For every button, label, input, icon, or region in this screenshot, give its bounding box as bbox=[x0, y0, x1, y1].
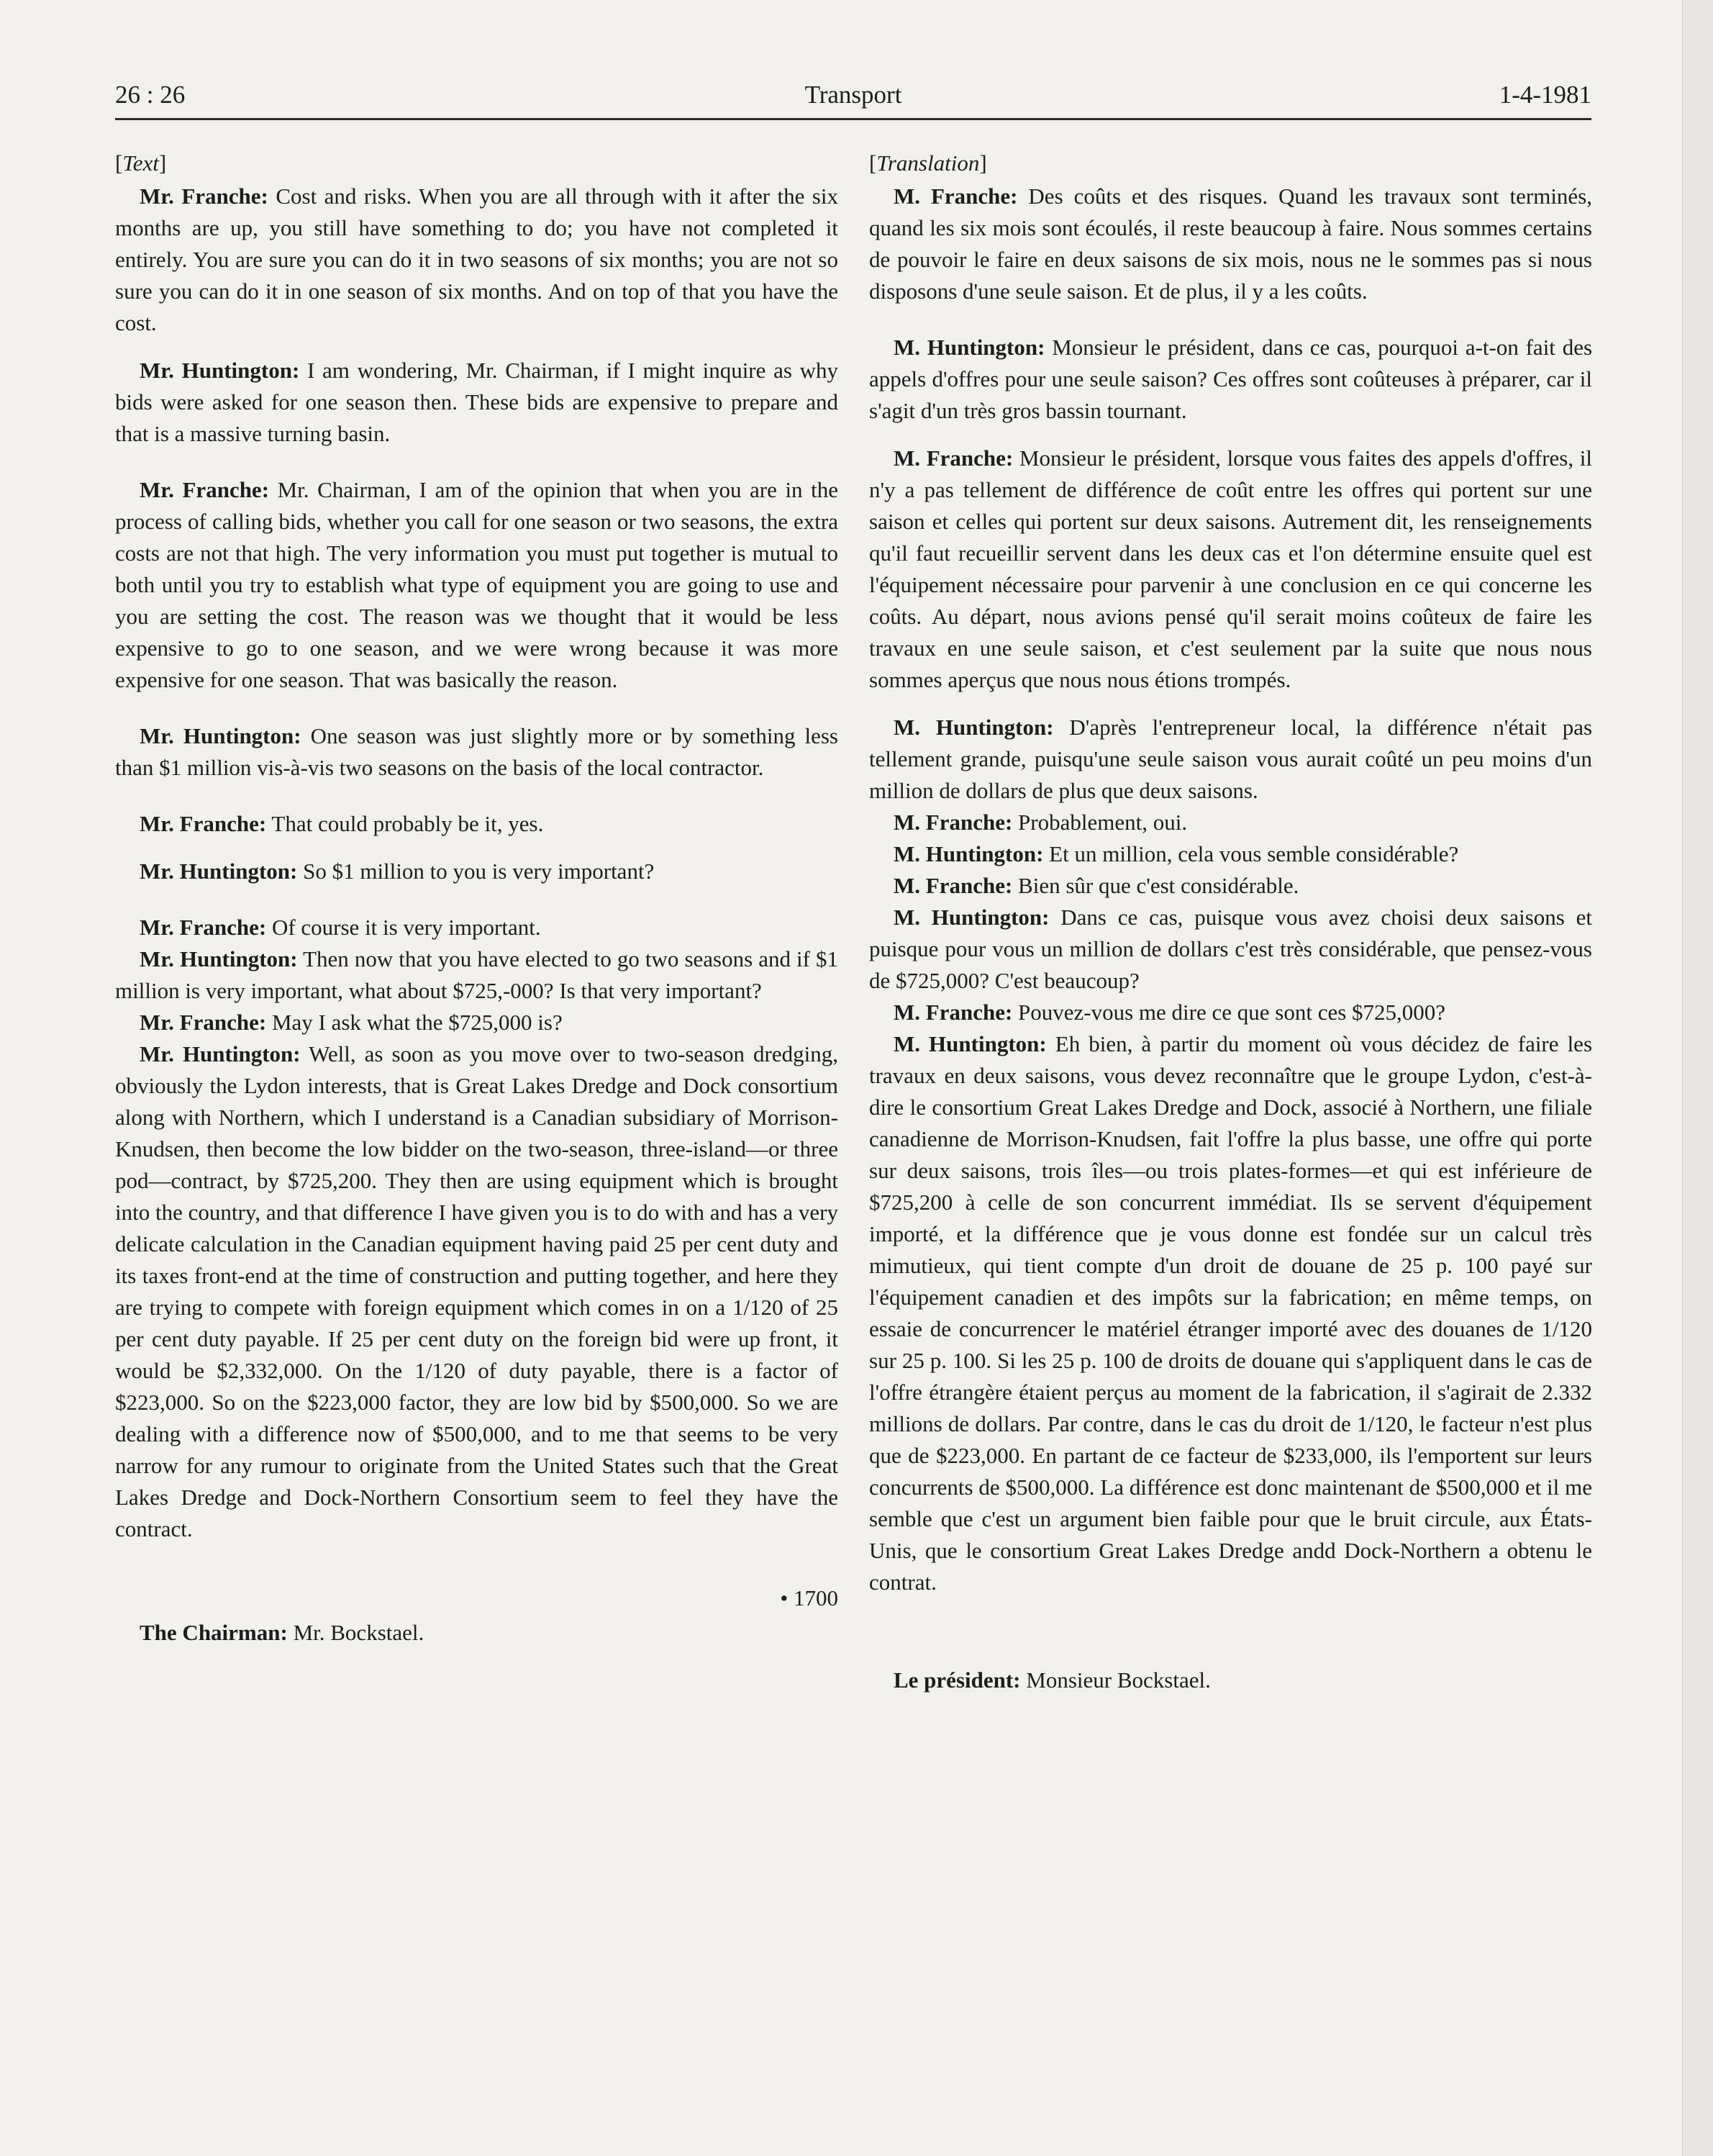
time-marker: • 1700 bbox=[780, 1585, 838, 1611]
speech-paragraph bbox=[869, 838, 1592, 870]
speech-paragraph bbox=[115, 856, 838, 887]
speaker-name: M. Huntington: bbox=[894, 335, 1045, 360]
speaker-name: M. Huntington: bbox=[894, 1031, 1047, 1056]
language-tag-text: Translation bbox=[876, 150, 980, 176]
speaker-name: Mr. Huntington: bbox=[140, 946, 298, 971]
speaker-name: M. Huntington: bbox=[894, 841, 1044, 866]
speech-paragraph bbox=[115, 1007, 838, 1038]
publication-title: Transport bbox=[804, 81, 902, 109]
speech-paragraph bbox=[869, 443, 1592, 696]
speaker-name: Mr. Franche: bbox=[140, 477, 270, 502]
speaker-name: Mr. Huntington: bbox=[140, 859, 298, 884]
speech-paragraph bbox=[115, 720, 838, 784]
speech-paragraph bbox=[869, 332, 1592, 427]
speech-text: Probablement, oui. bbox=[1018, 810, 1188, 835]
speech-text: Eh bien, à partir du moment où vous décidez de faire les travaux en deux saisons, vous devez reconnaître que le groupe Lydon, c'est-à-dire le consortium Great Lakes Dredge and Dock, associé à Northern, une filiale canadienne de Morrison-Knudsen, fait l'offre la plus basse, une offre qui porte sur deux saisons, trois îles—ou trois plates-formes—et qui est inférieure de $725,200 à celle de son concurrent immédiat. Ils se servent d'équipement importé, et la différence que je vous donne est fondée sur un calcul très mimutieux, qui tient compte d'un droit de douane de 25 p. 100 payé sur l'équipement canadien et des impôts sur la fabrication; en même temps, on essaie de concurrencer le matériel étranger importé avec des douanes de 1/120 sur 25 p. 100. Si les 25 p. 100 de droits de douane qui s'appliquent dans le cas de l'offre étrangère étaient perçus au moment de la fabrication, il s'agirait de 2.332 millions de dollars. Par contre, dans le cas du droit de 1/120, le facteur n'est plus que de $223,000. En partant de ce facteur de $233,000, ils l'emportent sur leurs concurrents de $500,000. La différence est donc maintenant de $500,000 et il me semble que c'est un argument bien faible pour que le bruit circule, aux États-Unis, que le consortium Great Lakes Dredge andd Dock-Northern a obtenu le contrat. bbox=[869, 1031, 1593, 1595]
speech-paragraph bbox=[869, 870, 1592, 902]
sitting-date: 1-4-1981 bbox=[1499, 81, 1591, 109]
speech-paragraph bbox=[869, 712, 1592, 807]
speaker-name: Mr. Huntington: bbox=[140, 358, 300, 383]
speaker-name: The Chairman: bbox=[140, 1620, 288, 1645]
speech-paragraph bbox=[869, 1028, 1592, 1598]
speaker-name: M. Franche: bbox=[894, 445, 1014, 471]
speech-paragraph bbox=[869, 181, 1592, 307]
page-number: 26 : 26 bbox=[115, 81, 186, 109]
speech-text: Monsieur Bockstael. bbox=[1026, 1667, 1211, 1693]
speech-paragraph bbox=[115, 181, 838, 339]
speech-text: Then now that you have elected to go two seasons and if $1 million is very important, what about $725,-000? Is that very important? bbox=[115, 946, 838, 1003]
chairman-closing bbox=[869, 1664, 1592, 1696]
speech-paragraph bbox=[115, 1038, 838, 1545]
chairman-closing bbox=[115, 1617, 838, 1649]
speech-text: One season was just slightly more or by something less than $1 million vis-à-vis two seasons on the basis of the local contractor. bbox=[115, 723, 838, 780]
speech-text: I am wondering, Mr. Chairman, if I might inquire as why bids were asked for one season then. These bids are expensive to prepare and that is a massive turning basin. bbox=[115, 358, 838, 446]
speech-text: Monsieur le président, dans ce cas, pourquoi a-t-on fait des appels d'offres pour une seule saison? Ces offres sont coûteuses à préparer, car il s'agit d'un très gros bassin tournant. bbox=[869, 335, 1593, 423]
english-column bbox=[115, 148, 838, 1649]
speech-paragraph bbox=[115, 912, 838, 943]
speech-text: Of course it is very important. bbox=[271, 915, 541, 940]
language-tag: [Text] bbox=[115, 150, 167, 176]
speech-paragraph bbox=[115, 474, 838, 696]
speech-text: So $1 million to you is very important? bbox=[303, 859, 655, 884]
speech-text: Mr. Chairman, I am of the opinion that when you are in the process of calling bids, whether you call for one season or two seasons, the extra costs are not that high. The very information you must put together is mutual to both until you try to establish what type of equipment you are going to use and you are setting the cost. The reason was we thought that it would be less expensive to go to one season, and we were wrong because it was more expensive for one season. That was basically the reason. bbox=[115, 477, 839, 692]
speech-text: That could probably be it, yes. bbox=[271, 811, 544, 836]
speech-paragraph bbox=[115, 943, 838, 1007]
speech-text: May I ask what the $725,000 is? bbox=[271, 1010, 563, 1035]
speech-text: Cost and risks. When you are all through with it after the six months are up, you still have something to do; you have not completed it entirely. You are sure you can do it in two seasons of six months; you are not so sure you can do it in one season of six months. And on top of that you have the cost. bbox=[115, 184, 838, 335]
speech-text: Bien sûr que c'est considérable. bbox=[1018, 873, 1299, 898]
speech-text: Monsieur le président, lorsque vous faites des appels d'offres, il n'y a pas tellement de différence de coût entre les offres qui portent sur une saison et celles qui portent sur deux saisons. Autrement dit, les renseignements qu'il faut recueillir servent dans les deux cas et l'on détermine ensuite quel est l'équipement nécessaire pour parvenir à une conclusion en ce qui concerne les coûts. Au départ, nous avions pensé qu'il serait moins coûteux de faire les travaux en une seule saison, et c'est seulement par la suite que nous nous sommes aperçus que nous nous étions trompés. bbox=[869, 445, 1593, 692]
speaker-name: Mr. Huntington: bbox=[140, 723, 301, 748]
speech-text: Et un million, cela vous semble considérable? bbox=[1049, 841, 1459, 866]
speech-text: D'après l'entrepreneur local, la différence n'était pas tellement grande, puisqu'une seule saison vous aurait coûté un peu moins d'un million de dollars de plus que deux saisons. bbox=[869, 715, 1593, 803]
speech-text: Dans ce cas, puisque vous avez choisi deux saisons et puisque pour vous un million de dollars c'est très considérable, que pensez-vous de $725,000? C'est beaucoup? bbox=[869, 905, 1592, 993]
speaker-name: M. Franche: bbox=[894, 1000, 1013, 1025]
speech-paragraph bbox=[115, 355, 838, 450]
page-edge bbox=[1682, 0, 1713, 2156]
speaker-name: Mr. Franche: bbox=[140, 915, 267, 940]
french-column bbox=[869, 148, 1592, 1696]
speaker-name: Le président: bbox=[894, 1667, 1021, 1693]
speech-paragraph bbox=[869, 807, 1592, 838]
speech-text: Des coûts et des risques. Quand les travaux sont terminés, quand les six mois sont écoulés, il reste beaucoup à faire. Nous sommes certains de pouvoir le faire en deux saisons de six mois, nous ne le sommes pas si nous disposons d'une seule saison. Et de plus, il y a les coûts. bbox=[869, 184, 1593, 304]
speech-text: Well, as soon as you move over to two-season dredging, obviously the Lydon interests, that is Great Lakes Dredge and Dock consortium along with Northern, which I understand is a Canadian subsidiary of Morrison-Knudsen, then become the low bidder on the two-season, three-island—or three pod—contract, by $725,200. They then are using equipment which is brought into the country, and that difference I have given you is to do with and has a very delicate calculation in the Canadian equipment having paid 25 per cent duty and its taxes front-end at the time of construction and putting together, and here they are trying to compete with foreign equipment which comes in on a 1/120 of 25 per cent duty payable. If 25 per cent duty on the foreign bid were up front, it would be $2,332,000. On the 1/120 of duty payable, there is a factor of $223,000. So on the $223,000 factor, they are low bid by $500,000. So we are dealing with a difference now of $500,000, and to me that seems to be very narrow for any rumour to originate from the United States such that the Great Lakes Dredge and Dock-Northern Consortium seem to feel they have the contract. bbox=[115, 1041, 838, 1541]
speaker-name: Mr. Franche: bbox=[140, 811, 267, 836]
speech-text: Mr. Bockstael. bbox=[293, 1620, 424, 1645]
speaker-name: Mr. Huntington: bbox=[140, 1041, 301, 1066]
speaker-name: Mr. Franche: bbox=[140, 1010, 267, 1035]
speaker-name: M. Huntington: bbox=[894, 905, 1050, 930]
speech-paragraph bbox=[869, 997, 1592, 1028]
speech-paragraph bbox=[869, 902, 1592, 997]
speaker-name: M. Franche: bbox=[894, 184, 1018, 209]
speaker-name: M. Franche: bbox=[894, 873, 1013, 898]
speaker-name: Mr. Franche: bbox=[140, 184, 268, 209]
speech-text: Pouvez-vous me dire ce que sont ces $725,000? bbox=[1018, 1000, 1446, 1025]
speech-paragraph bbox=[115, 808, 838, 840]
language-tag: [Translation] bbox=[869, 150, 987, 176]
speaker-name: M. Huntington: bbox=[894, 715, 1054, 740]
language-tag-text: Text bbox=[122, 150, 159, 176]
speaker-name: M. Franche: bbox=[894, 810, 1013, 835]
running-head bbox=[115, 81, 1591, 120]
